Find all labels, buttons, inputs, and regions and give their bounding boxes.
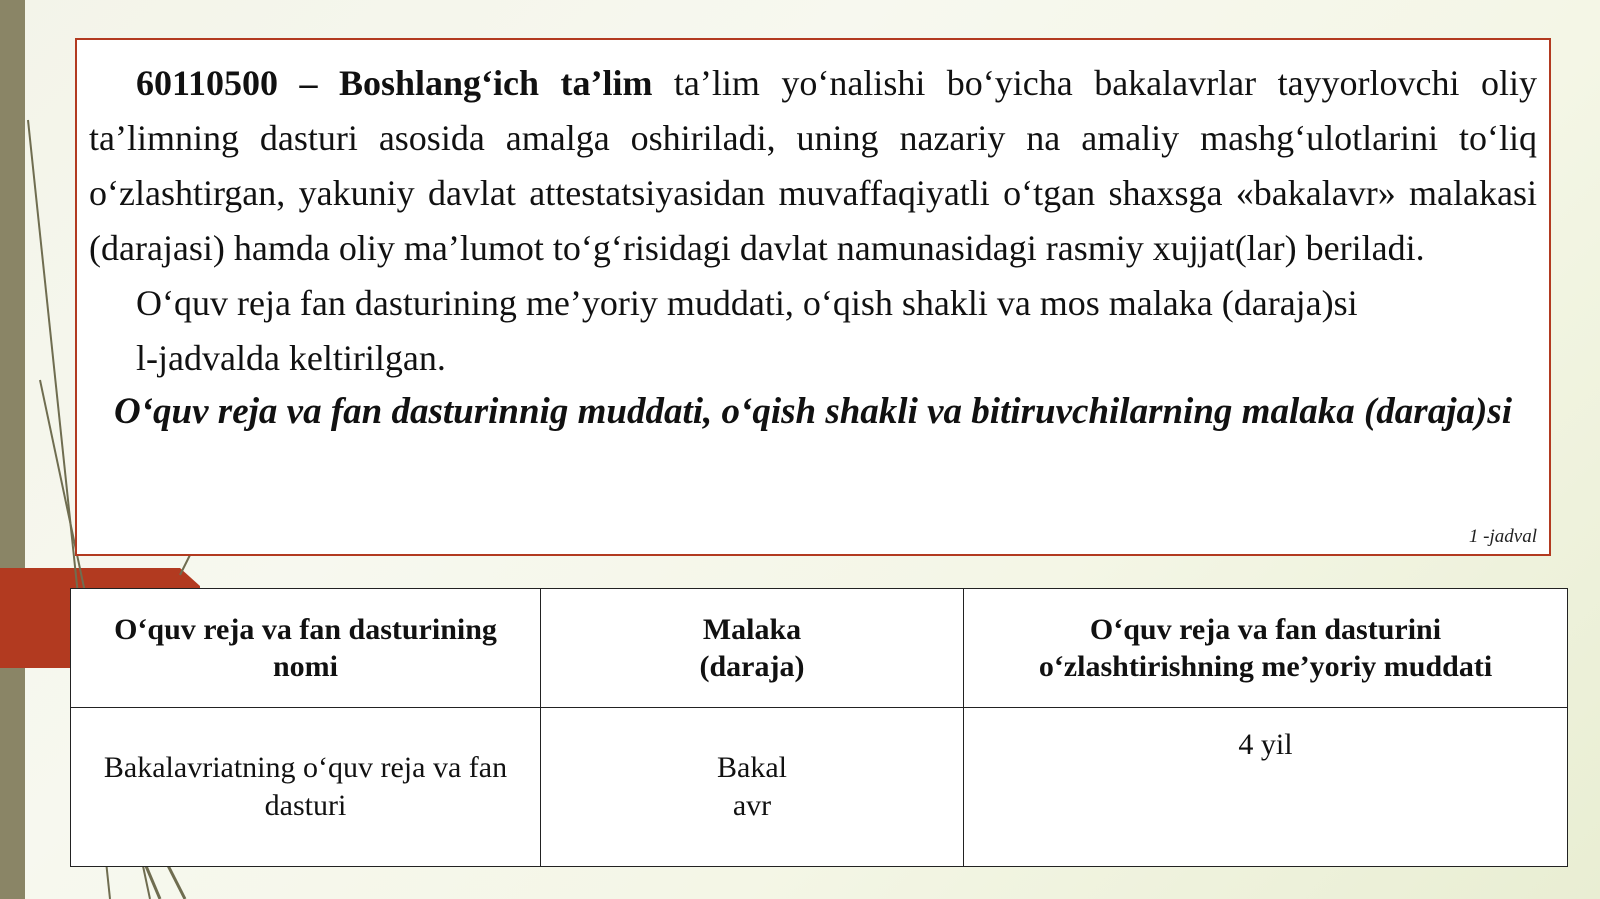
paragraph-reference-line2: l-jadvalda keltirilgan.	[136, 338, 446, 378]
paragraph-reference-line1: O‘quv reja fan dasturining me’yoriy muddati, o‘qish shakli va mos malaka (daraja)si	[136, 283, 1358, 323]
cell-duration: 4 yil	[964, 708, 1568, 867]
table-title: O‘quv reja va fan dasturinnig muddati, o‘qish shakli va bitiruvchilarning malaka (daraja)si	[114, 391, 1512, 432]
cell-qualification: Bakal avr	[541, 708, 964, 867]
header-qualification: Malaka (daraja)	[541, 589, 964, 708]
program-table	[70, 588, 1568, 867]
paragraph-reference	[89, 276, 1537, 386]
program-code-title: 60110500 – Boshlang‘ich ta’lim	[136, 63, 653, 103]
paragraph-main	[89, 56, 1537, 276]
table-row	[71, 708, 1568, 867]
table-header-row	[71, 589, 1568, 708]
cell-program-name: Bakalavriatning o‘quv reja va fan dasturi	[71, 708, 541, 867]
header-program-name: O‘quv reja va fan dasturining nomi	[71, 589, 541, 708]
text-box	[75, 38, 1551, 556]
header-duration: O‘quv reja va fan dasturini o‘zlashtirishning me’yoriy muddati	[964, 589, 1568, 708]
paragraph-main-text: ta’lim yo‘nalishi bo‘yicha bakalavrlar tayyorlovchi oliy ta’limning dasturi asosida amalga oshiriladi, uning nazariy na amaliy mashg‘ulotlarini to‘liq o‘zlashtirgan, yakuniy davlat attestatsiyasidan muvaffaqiyatli o‘tgan shaxsga «bakalavr» malakasi (darajasi) hamda oliy ma’lumot to‘g‘risidagi davlat namunasidagi rasmiy xujjat(lar) beriladi.	[89, 63, 1537, 268]
table-number: 1 -jadval	[1468, 526, 1537, 547]
